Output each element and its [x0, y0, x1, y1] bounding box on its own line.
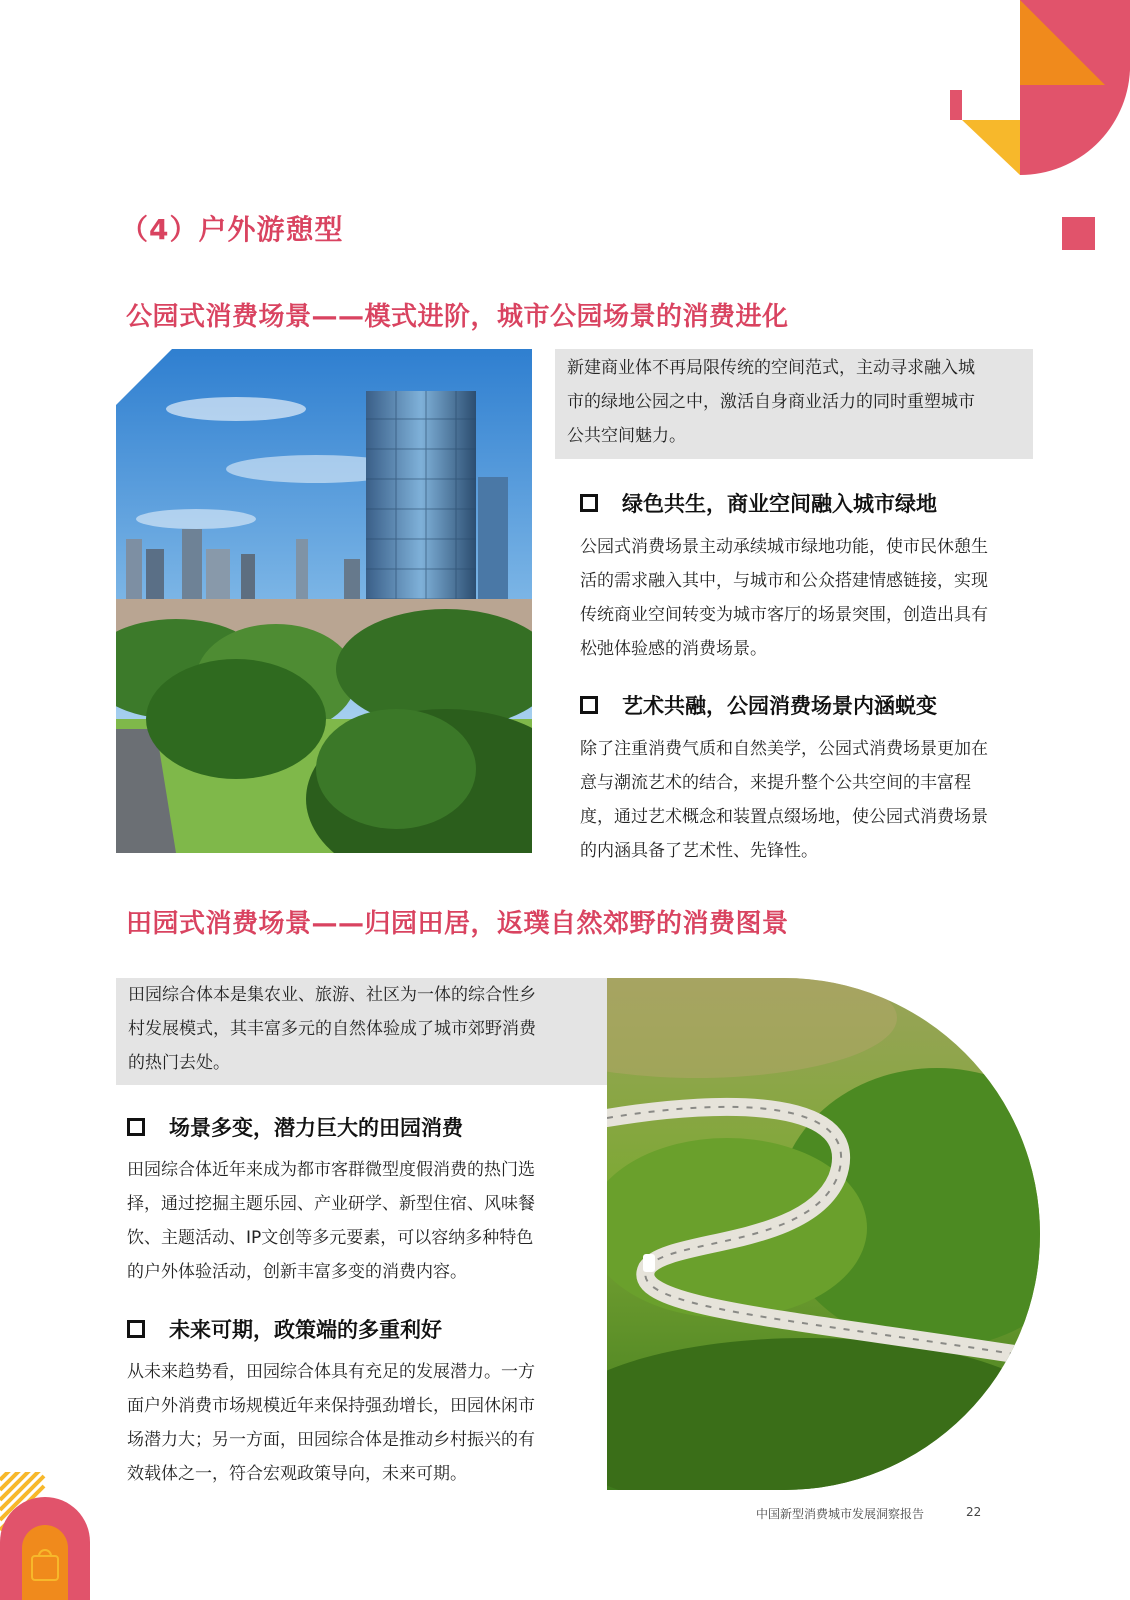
rural-point-2-title [127, 1314, 442, 1344]
paragraph-line: 度，通过艺术概念和装置点缀场地，使公园式消费场景 [580, 807, 988, 827]
corner-decoration-bottom-left [0, 1472, 95, 1600]
paragraph-line: 面户外消费市场规模近年来保持强劲增长，田园休闲市 [127, 1396, 535, 1416]
paragraph-line: 活的需求融入其中，与城市和公众搭建情感链接，实现 [580, 571, 988, 591]
paragraph-line: 从未来趋势看，田园综合体具有充足的发展潜力。一方 [127, 1362, 535, 1382]
rural-point-1-title [127, 1112, 463, 1142]
park-point-1-text [580, 530, 988, 666]
paragraph-line: 的内涵具备了艺术性、先锋性。 [580, 841, 818, 861]
section-title: （4）户外游憩型 [120, 213, 344, 246]
park-intro-box [555, 349, 1033, 459]
park-intro-line: 公共空间魅力。 [567, 426, 686, 446]
rural-intro-line: 村发展模式，其丰富多元的自然体验成了城市郊野消费 [128, 1019, 536, 1039]
rural-point-1-text [127, 1153, 535, 1289]
rural-intro-line: 田园综合体本是集农业、旅游、社区为一体的综合性乡 [128, 985, 536, 1005]
paragraph-line: 场潜力大；另一方面，田园综合体是推动乡村振兴的有 [127, 1430, 535, 1450]
city-park-skyline-photo-icon [116, 349, 532, 853]
park-point-2-text [580, 732, 988, 868]
rural-point-1-title-text: 场景多变，潜力巨大的田园消费 [169, 1116, 463, 1140]
rural-point-2-title-text: 未来可期，政策端的多重利好 [169, 1318, 442, 1342]
checkbox-square-icon [127, 1118, 145, 1136]
park-intro-line: 市的绿地公园之中，激活自身商业活力的同时重塑城市 [567, 392, 975, 412]
checkbox-square-icon [580, 696, 598, 714]
paragraph-line: 的户外体验活动，创新丰富多变的消费内容。 [127, 1262, 467, 1282]
rural-intro-line: 的热门去处。 [128, 1053, 230, 1073]
winding-country-road-photo-icon [607, 978, 1040, 1490]
paragraph-line: 传统商业空间转变为城市客厅的场景突围，创造出具有 [580, 605, 988, 625]
page-number: 22 [966, 1505, 982, 1519]
rural-road-photo [607, 978, 1040, 1490]
rural-point-2-text [127, 1355, 535, 1491]
paragraph-line: 效载体之一，符合宏观政策导向，未来可期。 [127, 1464, 467, 1484]
paragraph-line: 意与潮流艺术的结合，来提升整个公共空间的丰富程 [580, 773, 971, 793]
city-park-photo [116, 349, 532, 853]
paragraph-line: 饮、主题活动、IP文创等多元要素，可以容纳多种特色 [127, 1228, 534, 1248]
park-point-2-title-text: 艺术共融，公园消费场景内涵蜕变 [622, 694, 937, 718]
corner-decoration-top-right [950, 0, 1130, 260]
park-heading: 公园式消费场景——模式进阶，城市公园场景的消费进化 [126, 302, 789, 332]
paragraph-line: 田园综合体近年来成为都市客群微型度假消费的热门选 [127, 1160, 535, 1180]
checkbox-square-icon [580, 494, 598, 512]
paragraph-line: 松弛体验感的消费场景。 [580, 639, 767, 659]
paragraph-line: 公园式消费场景主动承续城市绿地功能，使市民休憩生 [580, 537, 988, 557]
paragraph-line: 择，通过挖掘主题乐园、产业研学、新型住宿、风味餐 [127, 1194, 535, 1214]
park-point-1-title [580, 488, 937, 518]
park-point-2-title [580, 690, 937, 720]
footer-report-title: 中国新型消费城市发展洞察报告 [756, 1507, 925, 1521]
rural-intro-box [116, 978, 607, 1085]
rural-heading: 田园式消费场景——归园田居，返璞自然郊野的消费图景 [126, 909, 789, 939]
paragraph-line: 除了注重消费气质和自然美学，公园式消费场景更加在 [580, 739, 988, 759]
checkbox-square-icon [127, 1320, 145, 1338]
park-intro-line: 新建商业体不再局限传统的空间范式，主动寻求融入城 [567, 358, 975, 378]
park-point-1-title-text: 绿色共生，商业空间融入城市绿地 [622, 492, 937, 516]
